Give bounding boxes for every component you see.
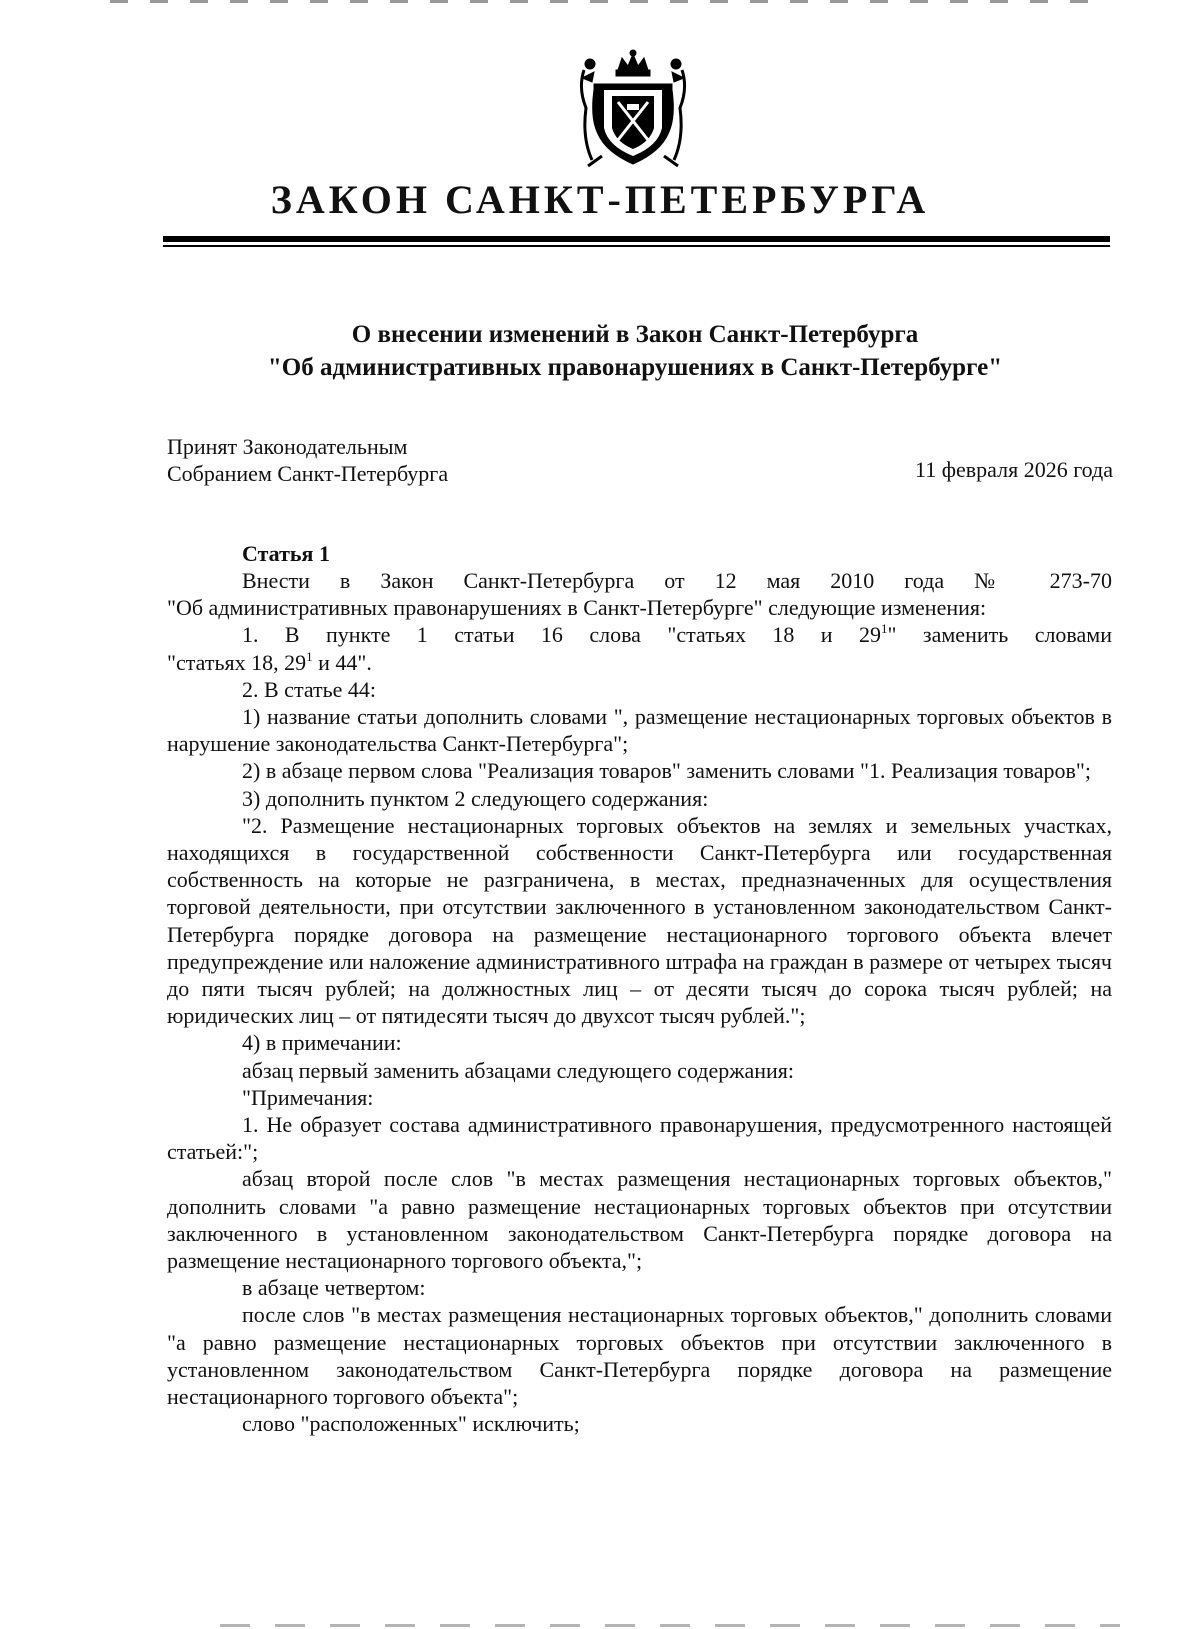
law-name-line2: "Об административных правонарушениях в Санкт-Петербурге" <box>267 354 1003 381</box>
item-1-sup: 1 <box>881 621 888 637</box>
note-1: 1. Не образует состава административного правонарушения, предусмотренного настоящей статьей:"; <box>167 1112 1112 1165</box>
point-2-text: "2. Размещение нестационарных торговых объектов на землях и земельных участках, находящихся в государственной собственности Санкт-Петербурга или государственная собственность на которые не разграничена, в местах, предназначенных для осуществления торговой деятельности, при отсутствии заключенного в установленном законодательством Санкт-Петербурга порядке договора на размещение нестационарного торгового объекта влечет предупреждение или наложение административного штрафа на граждан в размере от четырех тысяч до пяти тысяч рублей; на должностных лиц – от десяти тысяч до сорока тысяч рублей; на юридических лиц – от пятидесяти тысяч до двухсот тысяч рублей."; <box>167 812 1112 1029</box>
adoption-line2: Собранием Санкт-Петербурга <box>167 461 449 486</box>
subitem-2: 2) в абзаце первом слова "Реализация товаров" заменить словами "1. Реализация товаров"; <box>242 758 1091 784</box>
subitem-4: 4) в примечании: <box>242 1030 402 1056</box>
paragraph-5: слово "расположенных" исключить; <box>242 1411 580 1437</box>
item-1-b: " заменить словами <box>887 622 1112 648</box>
law-name <box>160 318 1110 384</box>
paragraph-2: абзац второй после слов "в местах размещения нестационарных торговых объектов," дополнить словами "а равно размещение нестационарных торговых объектов при отсутствии заключенного в установленном законодательством Санкт-Петербурга порядке договора на размещение нестационарного торгового объекта,"; <box>167 1166 1112 1274</box>
item-1 <box>167 621 1112 648</box>
article-title: Статья 1 <box>242 541 330 566</box>
title-rule-thin <box>163 245 1110 247</box>
document-title: ЗАКОН САНКТ-ПЕТЕРБУРГА <box>270 177 930 222</box>
subitem-3: 3) дополнить пунктом 2 следующего содержания: <box>242 785 709 811</box>
notes-heading: "Примечания: <box>242 1084 374 1110</box>
paragraph-1: абзац первый заменить абзацами следующего содержания: <box>242 1057 795 1083</box>
item-1-continued <box>167 649 1112 676</box>
item-2: 2. В статье 44: <box>242 676 377 702</box>
coat-of-arms-icon <box>572 48 694 176</box>
scan-edge-top <box>110 0 1110 3</box>
item-1-d: и 44". <box>312 649 372 675</box>
item-1-c: "статьях 18, 29 <box>167 649 307 675</box>
adoption-date: 11 февраля 2026 года <box>915 457 1113 482</box>
law-name-line1: О внесении изменений в Закон Санкт-Петербурга <box>351 321 919 348</box>
adoption-line1: Принят Законодательным <box>167 434 408 459</box>
article-body <box>167 540 1112 1438</box>
subitem-1: 1) название статьи дополнить словами ", размещение нестационарных торговых объектов в нарушение законодательства Санкт-Петербурга"; <box>167 704 1112 757</box>
paragraph-3: в абзаце четвертом: <box>242 1275 426 1301</box>
adoption-info <box>167 433 448 487</box>
item-1-a: 1. В пункте 1 статьи 16 слова "статьях 18 и 29 <box>242 622 882 648</box>
item-1-sup2: 1 <box>306 648 313 664</box>
title-rule-thick <box>163 236 1110 242</box>
scan-edge-bottom <box>220 1624 1120 1627</box>
article-intro-a: Внести в Закон Санкт-Петербурга от 12 мая 2010 года № 273-70 <box>242 568 1112 593</box>
paragraph-4: после слов "в местах размещения нестационарных торговых объектов," дополнить словами "а равно размещение нестационарных торговых объектов при отсутствии заключенного в установленном законодательством Санкт-Петербурга порядке договора на размещение нестационарного торгового объекта"; <box>167 1302 1112 1410</box>
article-intro-b: "Об административных правонарушениях в Санкт-Петербурге" следующие изменения: <box>167 595 987 621</box>
